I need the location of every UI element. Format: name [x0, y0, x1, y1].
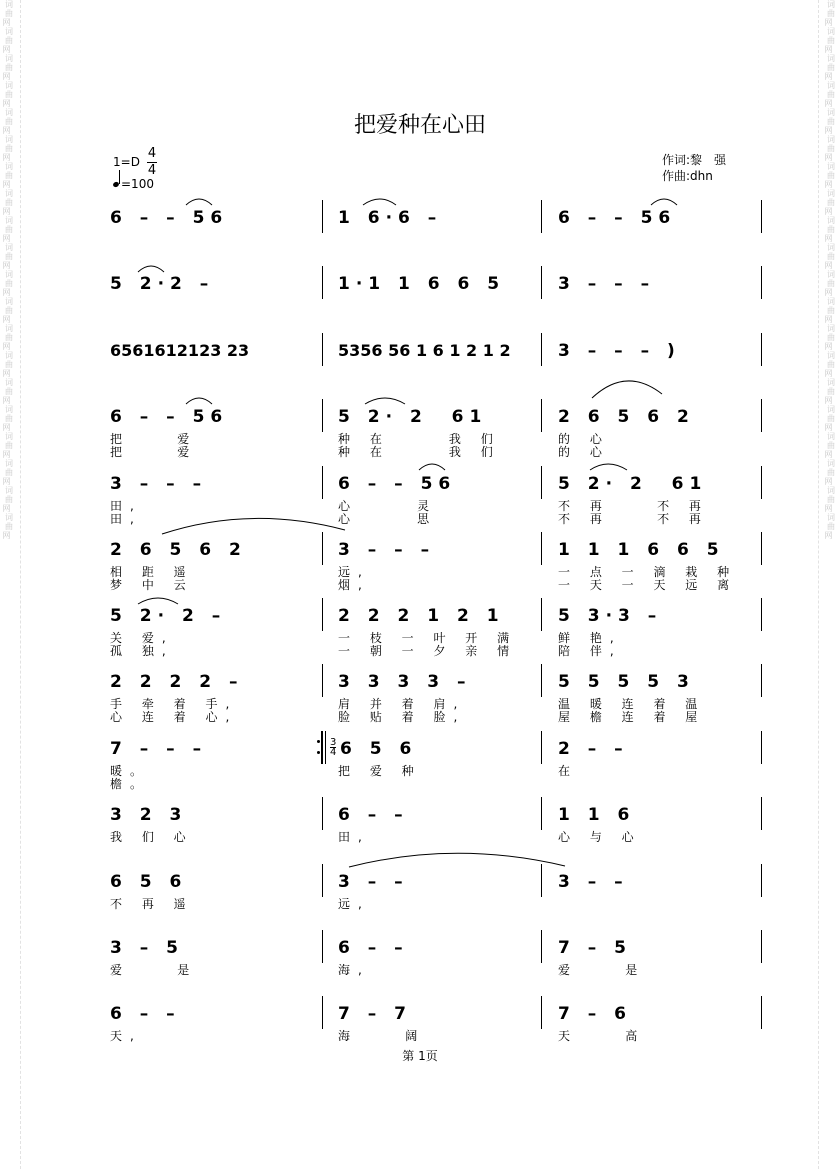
quarter-note-icon — [113, 176, 121, 188]
bar-line — [322, 399, 323, 432]
lyric-line-1: 远, — [338, 897, 370, 911]
bar-line — [761, 466, 762, 499]
watermark-right: 词曲网 词曲网 词曲网 词曲网 词曲网 词曲网 词曲网 词曲网 词曲网 词曲网 词曲网 词曲网 词曲网 词曲网 词曲网 词曲网 词曲网 词曲网 词曲网 词曲网 — [824, 0, 838, 540]
lyric-line-2: 心 连 着 心, — [110, 710, 238, 724]
note-group: 5 2· 2 61 — [338, 407, 488, 427]
lyric-line-1: 田, — [338, 830, 370, 844]
lyric-line-1: 心 与 心 — [558, 830, 642, 844]
lyric-line-1: 爱 是 — [110, 963, 198, 977]
note-group: 6 – – 56 — [338, 474, 457, 494]
composer-credit: 作曲:dhn — [662, 169, 713, 183]
bar-line — [322, 466, 323, 499]
lyric-line-1: 不 再 遥 — [110, 897, 194, 911]
note-group: 3 2 3 — [110, 805, 188, 825]
note-group: 5356 56 1 6 1 2 1 2 — [338, 341, 511, 360]
bar-line — [541, 333, 542, 366]
bar-line — [541, 598, 542, 631]
bar-line — [322, 598, 323, 631]
note-group: 2 6 5 6 2 — [110, 540, 247, 560]
repeat-sign — [318, 731, 330, 764]
note-group: 3 – – — [558, 872, 629, 892]
slur — [363, 199, 396, 205]
bar-line — [761, 399, 762, 432]
note-group: 2 2 2 1 2 1 — [338, 606, 505, 626]
bar-line — [541, 731, 542, 764]
lyric-line-1: 的 心 — [558, 432, 610, 446]
lyric-line-1: 温 暖 连 着 温 — [558, 697, 706, 711]
bar-line — [541, 864, 542, 897]
lyric-line-2: 脸 贴 着 脸, — [338, 710, 466, 724]
lyric-line-2: 梦 中 云 — [110, 578, 194, 592]
lyric-line-2: 一 朝 一 夕 亲 情 — [338, 644, 518, 658]
note-group: 6 – – — [110, 1004, 181, 1024]
bar-line — [761, 333, 762, 366]
slur — [138, 266, 164, 272]
note-group: 3 – 5 — [110, 938, 184, 958]
note-group: 1 1 6 — [558, 805, 636, 825]
lyric-line-1: 我 们 心 — [110, 830, 194, 844]
note-group: 7 – 5 — [558, 938, 632, 958]
bar-line — [322, 200, 323, 233]
bar-line — [761, 266, 762, 299]
lyric-line-1: 海 阔 — [338, 1029, 426, 1043]
slur — [592, 381, 662, 398]
note-group: 1·1 1 6 6 5 — [338, 274, 506, 294]
lyric-line-2: 把 爱 — [110, 445, 198, 459]
bar-line — [322, 266, 323, 299]
lyric-line-1: 海, — [338, 963, 370, 977]
note-group: 6 – – — [338, 805, 409, 825]
bar-line — [761, 864, 762, 897]
bar-line — [761, 664, 762, 697]
time-signature-bottom: 4 — [147, 163, 157, 178]
watermark-left: 词曲网 词曲网 词曲网 词曲网 词曲网 词曲网 词曲网 词曲网 词曲网 词曲网 词曲网 词曲网 词曲网 词曲网 词曲网 词曲网 词曲网 词曲网 词曲网 词曲网 — [2, 0, 16, 540]
bar-line — [761, 532, 762, 565]
note-group: 6 – – 56 — [558, 208, 677, 228]
note-group: 1 6·6 – — [338, 208, 443, 228]
note-group: 2 6 5 6 2 — [558, 407, 695, 427]
lyric-line-2: 种 在 我 们 — [338, 445, 501, 459]
lyric-line-1: 关 爱, — [110, 631, 174, 645]
song-title: 把爱种在心田 — [353, 113, 486, 138]
lyric-line-2: 的 心 — [558, 445, 610, 459]
note-group: 6 5 6 — [340, 739, 418, 759]
credits — [662, 152, 726, 184]
note-group: 6561612123 23 — [110, 341, 250, 360]
lyric-line-1: 田, — [110, 499, 142, 513]
lyric-line-1: 一 枝 一 叶 开 满 — [338, 631, 518, 645]
time-signature-change-top: 3 — [330, 737, 337, 748]
lyric-line-1: 远, — [338, 565, 370, 579]
slur — [186, 199, 212, 205]
lyric-line-1: 相 距 遥 — [110, 565, 194, 579]
note-group: 2 – – — [558, 739, 629, 759]
note-group: 5 3·3 – — [558, 606, 663, 626]
note-group: 3 3 3 3 – — [338, 672, 472, 692]
lyric-line-2: 檐。 — [110, 777, 151, 791]
note-group: 5 2· 2 – — [110, 606, 227, 626]
bar-line — [322, 930, 323, 963]
slur — [419, 464, 445, 470]
note-group: 5 2· 2 61 — [558, 474, 708, 494]
bar-line — [761, 996, 762, 1029]
bar-line — [322, 532, 323, 565]
lyric-line-2: 心 思 — [338, 512, 438, 526]
bar-line — [322, 996, 323, 1029]
bar-line — [322, 333, 323, 366]
note-group: 3 – – — [338, 872, 409, 892]
time-signature-top: 4 — [147, 146, 157, 161]
bar-line — [541, 200, 542, 233]
lyric-line-1: 把 爱 种 — [338, 764, 422, 778]
slur — [162, 518, 345, 534]
lyric-line-2: 陪 伴, — [558, 644, 622, 658]
lyric-line-1: 手 牵 着 手, — [110, 697, 238, 711]
note-group: 6 – – — [338, 938, 409, 958]
note-group: 2 2 2 2 – — [110, 672, 244, 692]
lyric-line-2: 孤 独, — [110, 644, 174, 658]
lyric-line-1: 不 再 不 再 — [558, 499, 709, 513]
lyricist-credit: 作词:黎 强 — [662, 153, 727, 167]
bar-line — [541, 996, 542, 1029]
time-signature-change-bottom: 4 — [330, 747, 337, 758]
lyric-line-1: 在 — [558, 764, 579, 778]
note-group: 6 5 6 — [110, 872, 188, 892]
lyric-line-2: 田, — [110, 512, 142, 526]
bar-line — [541, 664, 542, 697]
bar-line — [322, 664, 323, 697]
bar-line — [761, 200, 762, 233]
bar-line — [322, 797, 323, 830]
lyric-line-2: 一 天 一 天 远 离 — [558, 578, 738, 592]
note-group: 3 – – – — [110, 474, 208, 494]
bar-line — [541, 466, 542, 499]
slur — [365, 398, 405, 404]
lyric-line-2: 屋 檐 连 着 屋 — [558, 710, 706, 724]
note-group: 5 5 5 5 3 — [558, 672, 695, 692]
bar-line — [541, 532, 542, 565]
right-page-edge — [818, 0, 819, 1169]
bar-line — [541, 399, 542, 432]
bar-line — [761, 797, 762, 830]
bar-line — [541, 266, 542, 299]
lyric-line-1: 爱 是 — [558, 963, 646, 977]
note-group: 3 – – – — [338, 540, 436, 560]
note-group: 7 – – – — [110, 739, 208, 759]
lyric-line-2: 烟, — [338, 578, 370, 592]
note-group: 6 – – 56 — [110, 208, 229, 228]
bar-line — [541, 797, 542, 830]
slur — [651, 199, 677, 205]
lyric-line-1: 鲜 艳, — [558, 631, 622, 645]
lyric-line-2: 不 再 不 再 — [558, 512, 709, 526]
slur — [590, 464, 627, 470]
bar-line — [541, 930, 542, 963]
page-footer: 第 1页 — [402, 1049, 438, 1063]
lyric-line-1: 种 在 我 们 — [338, 432, 501, 446]
bar-line — [761, 731, 762, 764]
bar-line — [322, 864, 323, 897]
time-signature-change — [330, 738, 336, 757]
note-group: 5 2·2 – — [110, 274, 215, 294]
note-group: 7 – 6 — [558, 1004, 632, 1024]
note-group: 1 1 1 6 6 5 — [558, 540, 725, 560]
slur — [349, 853, 565, 867]
slur — [186, 398, 212, 404]
lyric-line-1: 一 点 一 滴 栽 种 — [558, 565, 738, 579]
bar-line — [761, 930, 762, 963]
lyric-line-1: 天 高 — [558, 1029, 646, 1043]
lyric-line-1: 心 灵 — [338, 499, 438, 513]
note-group: 3 – – – ) — [558, 341, 681, 361]
lyric-line-1: 把 爱 — [110, 432, 198, 446]
note-group: 7 – 7 — [338, 1004, 412, 1024]
slur — [138, 598, 178, 604]
lyric-line-1: 暖。 — [110, 764, 151, 778]
tempo-marking — [113, 176, 154, 191]
bar-line — [761, 598, 762, 631]
key-signature: 1=D — [113, 155, 140, 169]
note-group: 6 – – 56 — [110, 407, 229, 427]
lyric-line-1: 肩 并 着 肩, — [338, 697, 466, 711]
tempo-value: =100 — [121, 177, 154, 191]
note-group: 3 – – – — [558, 274, 656, 294]
left-page-edge — [20, 0, 21, 1169]
time-signature — [147, 146, 157, 179]
lyric-line-1: 天, — [110, 1029, 142, 1043]
